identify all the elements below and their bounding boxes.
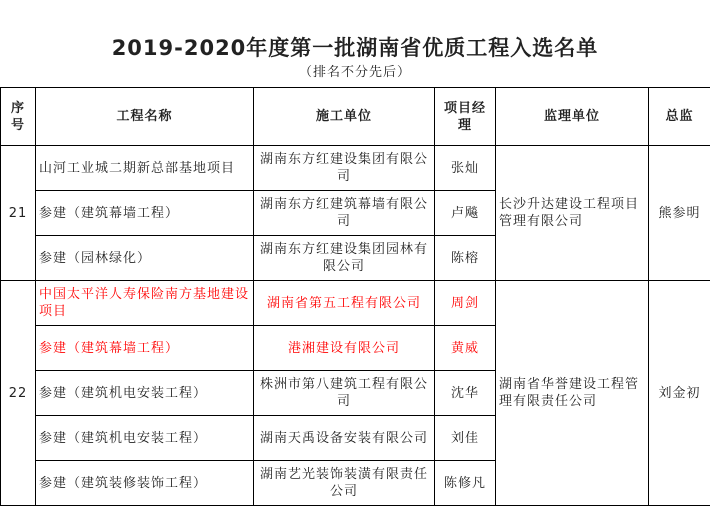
chief-supervisor: 刘金初 bbox=[649, 281, 710, 506]
contractor-name: 湖南天禹设备安装有限公司 bbox=[254, 416, 435, 461]
chief-supervisor: 熊参明 bbox=[649, 146, 710, 281]
header-project: 工程名称 bbox=[36, 88, 254, 146]
project-name: 参建（园林绿化） bbox=[36, 236, 254, 281]
group-no: 21 bbox=[1, 146, 36, 281]
project-name: 参建（建筑机电安装工程） bbox=[36, 416, 254, 461]
table-header-row bbox=[1, 88, 710, 146]
project-manager: 周剑 bbox=[435, 281, 496, 326]
project-manager: 沈华 bbox=[435, 371, 496, 416]
project-name: 参建（建筑机电安装工程） bbox=[36, 371, 254, 416]
contractor-name: 湖南艺光装饰装潢有限责任公司 bbox=[254, 461, 435, 506]
project-name: 参建（建筑幕墙工程） bbox=[36, 191, 254, 236]
table-row bbox=[1, 281, 710, 326]
project-name: 参建（建筑装修装饰工程） bbox=[36, 461, 254, 506]
project-manager: 陈榕 bbox=[435, 236, 496, 281]
contractor-name: 湖南东方红建筑幕墙有限公司 bbox=[254, 191, 435, 236]
table-body bbox=[1, 146, 710, 506]
project-name: 中国太平洋人寿保险南方基地建设项目 bbox=[36, 281, 254, 326]
project-manager: 陈修凡 bbox=[435, 461, 496, 506]
project-manager: 黄威 bbox=[435, 326, 496, 371]
contractor-name: 港湘建设有限公司 bbox=[254, 326, 435, 371]
header-chief: 总监 bbox=[649, 88, 710, 146]
project-manager: 卢飚 bbox=[435, 191, 496, 236]
table-row bbox=[1, 146, 710, 191]
contractor-name: 湖南东方红建设集团有限公司 bbox=[254, 146, 435, 191]
project-name: 参建（建筑幕墙工程） bbox=[36, 326, 254, 371]
page-subtitle: （排名不分先后） bbox=[298, 65, 411, 80]
header-no: 序号 bbox=[1, 88, 36, 146]
project-manager: 刘佳 bbox=[435, 416, 496, 461]
project-name: 山河工业城二期新总部基地项目 bbox=[36, 146, 254, 191]
contractor-name: 湖南东方红建设集团园林有限公司 bbox=[254, 236, 435, 281]
supervisor-unit: 长沙升达建设工程项目管理有限公司 bbox=[496, 146, 649, 281]
project-manager: 张灿 bbox=[435, 146, 496, 191]
contractor-name: 湖南省第五工程有限公司 bbox=[254, 281, 435, 326]
group-no: 22 bbox=[1, 281, 36, 506]
page-title: 2019-2020年度第一批湖南省优质工程入选名单 bbox=[111, 36, 599, 60]
project-list-table bbox=[0, 87, 710, 506]
header-contractor: 施工单位 bbox=[254, 88, 435, 146]
supervisor-unit: 湖南省华誉建设工程管理有限责任公司 bbox=[496, 281, 649, 506]
contractor-name: 株洲市第八建筑工程有限公司 bbox=[254, 371, 435, 416]
header-manager: 项目经理 bbox=[435, 88, 496, 146]
header-supervisor-unit: 监理单位 bbox=[496, 88, 649, 146]
